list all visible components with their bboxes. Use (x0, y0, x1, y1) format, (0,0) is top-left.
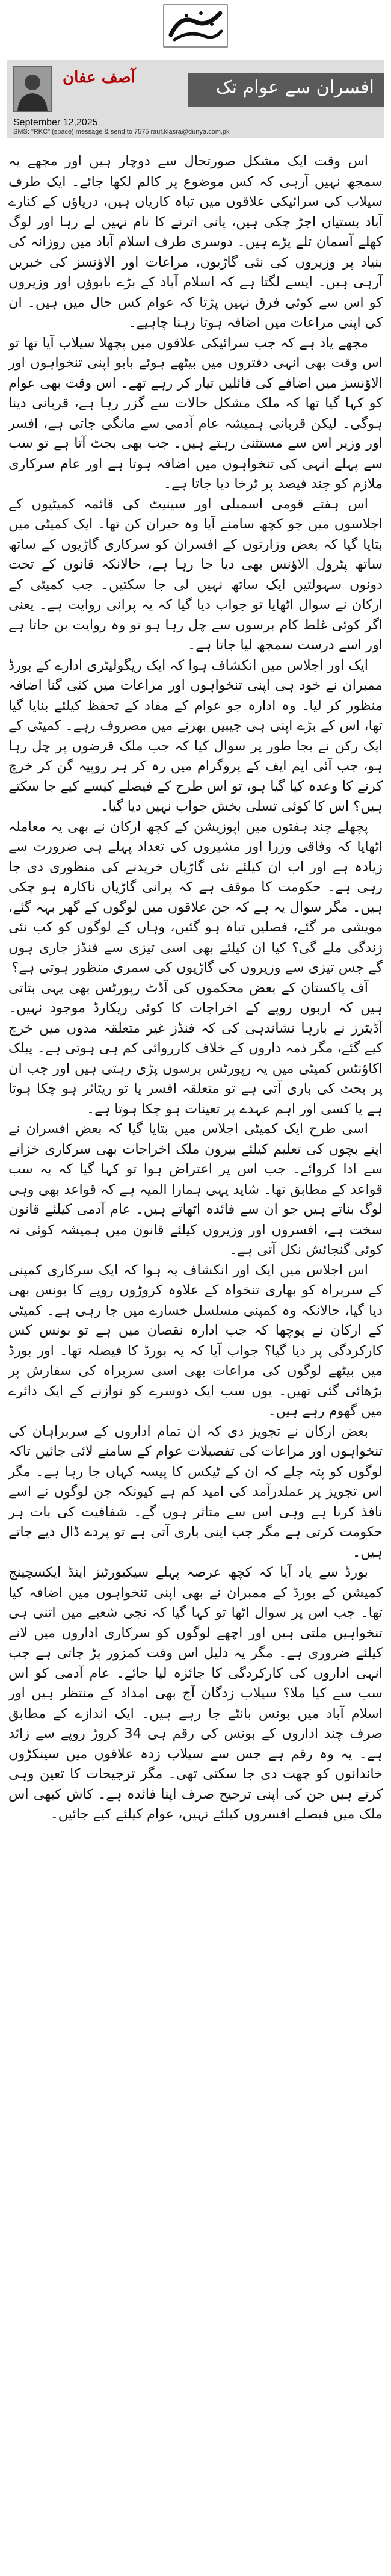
author-photo (13, 66, 52, 112)
article-paragraph: ایک اور اجلاس میں انکشاف ہوا کہ ایک ریگولیٹری ادارے کے بورڈ ممبران نے خود ہی اپنی تنخواہوں اور مراعات میں کئی گنا اضافہ منظور کر لیا۔ وہ ادارہ جو عوام کے مفاد کے تحفظ کیلئے بنایا گیا تھا، اس کے بڑے اپنی ہی جیبیں بھرنے میں مصروف رہے۔ کمیٹی کے ایک رکن نے بجا طور پر سوال کیا کہ جب ملک قرضوں پر چل رہا ہو، جب آئی ایم ایف کے پروگرام میں رہ کر ہر روپیہ گن کر خرچ کرنے کا وعدہ کیا گیا ہو، تو اس طرح کے فیصلے کیسے کیے جا سکتے ہیں؟ اس کا کوئی تسلی بخش جواب نہیں دیا گیا۔ (8, 657, 383, 814)
article-paragraph: اسی طرح ایک کمیٹی اجلاس میں بتایا گیا کہ بعض افسران نے اپنے بچوں کی تعلیم کیلئے بیرون ملک اخراجات بھی سرکاری خزانے سے ادا کروائے۔ جب اس پر اعتراض ہوا تو کہا گیا کہ یہ سب قواعد کے مطابق تھا۔ شاید یہی ہمارا المیہ ہے کہ قواعد بھی وہی لوگ بناتے ہیں جو ان سے فائدہ اٹھاتے ہیں۔ عام آدمی کیلئے قانون سخت ہے، افسروں اور وزیروں کیلئے قانون میں ہمیشہ کوئی نہ کوئی گنجائش نکل آتی ہے۔ (8, 1121, 383, 1258)
article-paragraph: اس ہفتے قومی اسمبلی اور سینیٹ کی قائمہ کمیٹیوں کے اجلاسوں میں جو کچھ سامنے آیا وہ حیران کن تھا۔ ایک کمیٹی میں بتایا گیا کہ بعض وزارتوں کے افسران کو سرکاری گاڑیوں کے ساتھ ساتھ پٹرول الاؤنس بھی دیا جا رہا ہے، حالانکہ قانون کے تحت دونوں سہولتیں ایک ساتھ نہیں لی جا سکتیں۔ جب کمیٹی کے ارکان نے سوال اٹھایا تو جواب دیا گیا کہ یہ پرانی روایت ہے۔ یعنی اگر کوئی غلط کام برسوں سے چل رہا ہو تو وہ روایت بن جاتا ہے اور اسے درست سمجھ لیا جاتا ہے۔ (8, 496, 383, 653)
contact-info: SMS: "RKC" (space) message & send to 7575 rauf.klasra@dunya.com.pk (13, 128, 230, 135)
column-header (7, 60, 384, 138)
column-title: افسران سے عوام تک (215, 77, 374, 98)
article-body (8, 152, 383, 2567)
column-title-band (188, 73, 384, 107)
author-silhouette-icon (14, 67, 51, 111)
article-paragraph: آف پاکستان کے بعض محکموں کی آڈٹ رپورٹس بھی یہی بتاتی ہیں کہ اربوں روپے کے اخراجات کا کوئی ریکارڈ موجود نہیں۔ آڈیٹرز نے بارہا نشاندہی کی کہ فنڈز غیر متعلقہ مدوں میں خرچ کیے گئے، مگر ذمہ داروں کے خلاف کارروائی کم ہی ہوتی ہے۔ پبلک اکاؤنٹس کمیٹی میں یہ رپورٹس برسوں پڑی رہتی ہیں اور جب ان پر بحث کی باری آتی ہے تو متعلقہ افسر یا تو ریٹائر ہو چکا ہوتا ہے یا کسی اور اہم عہدے پر تعینات ہو چکا ہوتا ہے۔ (8, 980, 383, 1117)
article-paragraph: مجھے یاد ہے کہ جب سرائیکی علاقوں میں پچھلا سیلاب آیا تھا تو اس وقت بھی انہی دفتروں میں بیٹھے ہوئے بابو اپنی تنخواہوں اور الاؤنسز میں اضافے کی فائلیں تیار کر رہے تھے۔ اس وقت بھی عوام کو کہا گیا تھا کہ ملک مشکل حالات سے گزر رہا ہے، قربانی دینا ہوگی۔ لیکن قربانی ہمیشہ عام آدمی سے مانگی جاتی ہے، افسر اور وزیر اس سے مستثنیٰ رہتے ہیں۔ جب بھی بجٹ آتا ہے تو سب سے پہلے انہی کی تنخواہوں میں اضافہ ہوتا ہے اور عام سرکاری ملازم کو چند فیصد پر ٹرخا دیا جاتا ہے۔ (8, 335, 383, 492)
article-paragraph: بورڈ سے یاد آیا کہ کچھ عرصہ پہلے سیکیورٹیز اینڈ ایکسچینج کمیشن کے بورڈ کے ممبران نے بھی اپنی تنخواہوں میں اضافہ کیا تھا۔ جب اس پر سوال اٹھا تو کہا گیا کہ نجی شعبے میں اتنی ہی تنخواہیں ملتی ہیں اور اچھے لوگوں کو سرکاری اداروں میں لانے کیلئے ضروری ہے۔ مگر یہ دلیل اس وقت کمزور پڑ جاتی ہے جب انہی اداروں کی کارکردگی کا جائزہ لیا جائے۔ عام آدمی کو اس سب سے کیا ملا؟ سیلاب زدگان آج بھی امداد کے منتظر ہیں اور اسلام آباد میں بونس بانٹے جا رہے ہیں۔ ایک اندازے کے مطابق صرف چند اداروں کے بونس کی رقم ہی 34 کروڑ روپے سے زائد ہے۔ یہ وہ رقم ہے جس سے سیلاب زدہ علاقوں میں سینکڑوں خاندانوں کو چھت دی جا سکتی تھی۔ مگر ترجیحات کا تعین وہی کرتے ہیں جن کی اپنی ترجیح صرف اپنا فائدہ ہے۔ کاش کبھی اس ملک میں فیصلے افسروں کیلئے نہیں، عوام کیلئے کیے جائیں۔ (8, 1564, 383, 1822)
article-paragraph: اس وقت ایک مشکل صورتحال سے دوچار ہیں اور مجھے یہ سمجھ نہیں آرہی کہ کس موضوع پر کالم لکھا جائے۔ ایک طرف سیلاب کی سرائیکی علاقوں میں تباہ کاریاں ہیں، دریاؤں کے کنارے آباد بستیاں اجڑ چکی ہیں، پانی اترنے کا نام نہیں لے رہا اور لوگ کھلے آسمان تلے پڑے ہیں۔ دوسری طرف اسلام آباد میں روزانہ کی بنیاد پر وزیروں کی نئی گاڑیوں، مراعات اور الاؤنسز کی خبریں آرہی ہیں۔ ایسے لگتا ہے کہ اسلام آباد کے بڑے بابوؤں اور وزیروں کو اس سے کوئی فرق نہیں پڑتا کہ عوام کس حال میں ہیں۔ ان کی اپنی مراعات میں اضافہ ہوتا رہنا چاہیے۔ (8, 153, 383, 330)
publish-date: September 12,2025 (13, 117, 98, 128)
newspaper-logo (162, 4, 229, 48)
article-paragraph: بعض ارکان نے تجویز دی کہ ان تمام اداروں کے سربراہان کی تنخواہوں اور مراعات کی تفصیلات عوام کے سامنے لائی جائیں تاکہ لوگوں کو پتہ چلے کہ ان کے ٹیکس کا پیسہ کہاں جا رہا ہے۔ مگر اس تجویز پر عملدرآمد کی امید کم ہے کیونکہ جن لوگوں نے اسے نافذ کرنا ہے وہی اس سے متاثر ہوں گے۔ شفافیت کی بات ہر حکومت کرتی ہے مگر جب اپنی باری آتی ہے تو پردے ڈال دیے جاتے ہیں۔ (8, 1423, 383, 1560)
article-paragraph: پچھلے چند ہفتوں میں اپوزیشن کے کچھ ارکان نے بھی یہ معاملہ اٹھایا کہ وفاقی وزرا اور مشیروں کی تعداد پہلے ہی ضرورت سے زیادہ ہے اور اب ان کیلئے نئی گاڑیاں خریدنے کی منظوری دی جا رہی ہے۔ حکومت کا موقف ہے کہ پرانی گاڑیاں ناکارہ ہو چکی ہیں۔ مگر سوال یہ ہے کہ جن علاقوں میں لوگوں کے گھر بہہ گئے، مویشی مر گئے، فصلیں تباہ ہو گئیں، وہاں کے لوگوں کو کب نئی زندگی ملے گی؟ کیا ان کیلئے بھی اسی تیزی سے فنڈز جاری ہوں گے جس تیزی سے وزیروں کی گاڑیوں کی سمری منظور ہوتی ہے؟ (8, 818, 383, 975)
article-paragraph: اس اجلاس میں ایک اور انکشاف یہ ہوا کہ ایک سرکاری کمپنی کے سربراہ کو بھاری تنخواہ کے علاوہ کروڑوں روپے کا بونس بھی دیا گیا، حالانکہ وہ کمپنی مسلسل خسارے میں جا رہی ہے۔ کمیٹی کے ارکان نے پوچھا کہ جب ادارہ نقصان میں ہے تو بونس کس کارکردگی پر دیا گیا؟ جواب آیا کہ یہ بورڈ کا فیصلہ تھا۔ اور بورڈ میں بیٹھے لوگوں کی مراعات بھی اسی سربراہ کی سفارش پر بڑھائی گئی تھیں۔ یوں سب ایک دوسرے کو نوازنے کے ایک دائرے میں گھوم رہے ہیں۔ (8, 1262, 383, 1419)
author-name: آصف عفان (63, 69, 135, 87)
newspaper-logo-emblem (162, 4, 229, 48)
